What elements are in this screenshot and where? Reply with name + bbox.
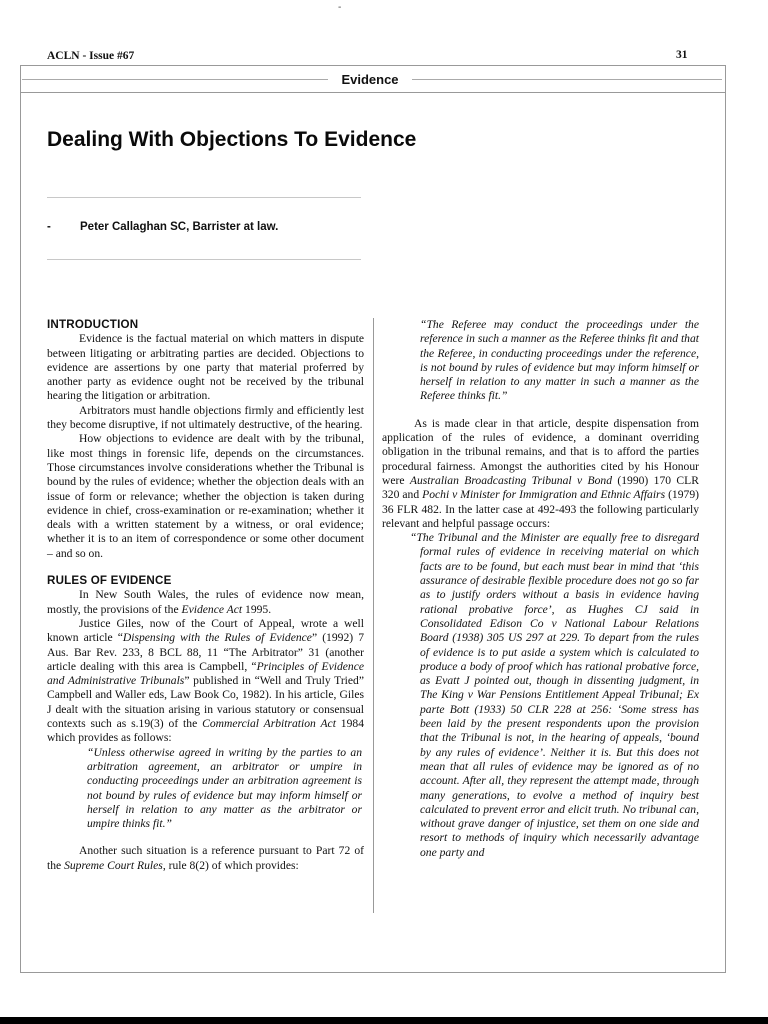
scan-bottom-band xyxy=(0,1017,768,1024)
section-rule-left xyxy=(22,79,328,80)
section-title: Evidence xyxy=(341,72,399,87)
procedural-fairness-paragraph: As is made clear in that article, despite dispensation from application of the rules of evidence, a dominant overriding obligation in the tribunal remains, and that is to afford the parties procedural fairness. Amongst the authorities cited by his Honour were Australian Broadcasting Tribunal v Bond (1990) 170 CLR 320 and Pochi v Minister for Immigration and Ethnic Affairs (1979) 36 FLR 482. In the latter case at 492-493 the following particularly relevant and helpful passage occurs: xyxy=(382,416,699,530)
right-column xyxy=(382,318,699,860)
article-title: Dealing With Objections To Evidence xyxy=(47,128,417,151)
rules-paragraph-2: Justice Giles, now of the Court of Appeal, wrote a well known article “Dispensing with the Rules of Evidence” (1992) 7 Aus. Bar Rev. 233, 8 BCL 88, 11 “The Arbitrator” 31 (another article dealing with this area is Campbell, “Principles of Evidence and Administrative Tribunals” published in “Well and Truly Tried” Campbell and Waller eds, Law Book Co, 1982). In his article, Giles J dealt with the situation arising in various statutory or consensual contexts such as s.19(3) of the Commercial Arbitration Act 1984 which provides as follows: xyxy=(47,616,365,745)
author-dash: - xyxy=(47,221,51,233)
column-divider xyxy=(373,318,374,913)
author-rule-bottom xyxy=(47,259,361,260)
intro-paragraph-2: Arbitrators must handle objections firmly and efficiently lest they become disruptive, if not ultimately destructive, of the hearing. xyxy=(47,403,364,432)
intro-heading: INTRODUCTION xyxy=(47,318,139,331)
rules-paragraph-3: Another such situation is a reference pursuant to Part 72 of the Supreme Court Rules, rule 8(2) of which provides: xyxy=(47,844,364,872)
frame-header-rule xyxy=(21,92,725,93)
quote-commercial-arbitration-act: “Unless otherwise agreed in writing by the parties to an arbitration agreement, an arbitrator or umpire in conducting proceedings under an arbitration agreement is not bound by rules of evidence but may inform himself or herself in relation to any matter as the arbitrator or umpire thinks fit.” xyxy=(87,745,362,831)
author-rule-top xyxy=(47,197,361,198)
intro-paragraph-1: Evidence is the factual material on which matters in dispute between litigating or arbitrating parties are decided. Objections to evidence are assertions by one party that material proferred by another party as evidence ought not be received by the tribunal hearing the litigation or arbitration. xyxy=(47,332,364,403)
scan-mark: - xyxy=(338,2,342,13)
quote-supreme-court-rules: “The Referee may conduct the proceedings under the reference in such a manner as the Referee thinks fit and that the Referee, in conducting proceedings under the reference, is not bound by rules of evidence but may inform himself or herself in relation to any matter in such a manner as the Referee thinks fit.” xyxy=(420,318,699,403)
quote-pochi-passage: “The Tribunal and the Minister are equally free to disregard formal rules of evidence in receiving material on which facts are to be found, but each must bear in mind that ‘this assurance of desirable flexible procedure does not go so far as to justify orders without a basis in evidence having rational probative force’, as Hughes CJ said in Consolidated Edison Co v National Labour Relations Board (1938) 305 US 297 at 229. To depart from the rules of evidence is to put aside a system which is calculated to produce a body of proof which has rational probative force, as Evatt J pointed out, though in dissenting judgment, in The King v War Pensions Entitlement Appeal Tribunal; Ex parte Bott (1933) 50 CLR 228 at 256: ‘Some stress has been laid by the present respondents upon the provision that the Tribunal is not, in the hearing of appeals, ‘bound by any rules of evidence’. Neither it is. But this does not mean that all rules of evidence may be ignored as of no account. After all, they represent the attempt made, through many generations, to evolve a method of inquiry best calculated to prevent error and elicit truth. No tribunal can, without grave danger of injustice, set them on one side and resort to methods of inquiry which necessarily advantage one party and xyxy=(410,531,699,859)
section-rule-right xyxy=(412,79,722,80)
intro-paragraph-3: How objections to evidence are dealt with by the tribunal, like most things in forensic life, depends on the circumstances. Those circumstances involve considerations whether the Tribunal is bound by the rules of evidence; whether the objection deals with an issue of form or relevance; whether the objection is taken during evidence in chief, cross-examination or re-examination; whether it deals with a written statement by a witness, or oral evidence; whether it is to an item of correspondence or some other document – and so on. xyxy=(47,432,364,560)
issue-label: ACLN - Issue #67 xyxy=(47,50,135,62)
author-name: Peter Callaghan SC, Barrister at law. xyxy=(80,221,279,233)
author-byline xyxy=(47,221,278,233)
spacer xyxy=(47,831,364,844)
page-number: 31 xyxy=(676,49,688,61)
left-column xyxy=(47,318,364,873)
rules-paragraph-1: In New South Wales, the rules of evidence now mean, mostly, the provisions of the Evidence Act 1995. xyxy=(47,588,364,616)
spacer xyxy=(47,561,364,574)
spacer xyxy=(382,404,699,417)
rules-heading: RULES OF EVIDENCE xyxy=(47,574,172,588)
